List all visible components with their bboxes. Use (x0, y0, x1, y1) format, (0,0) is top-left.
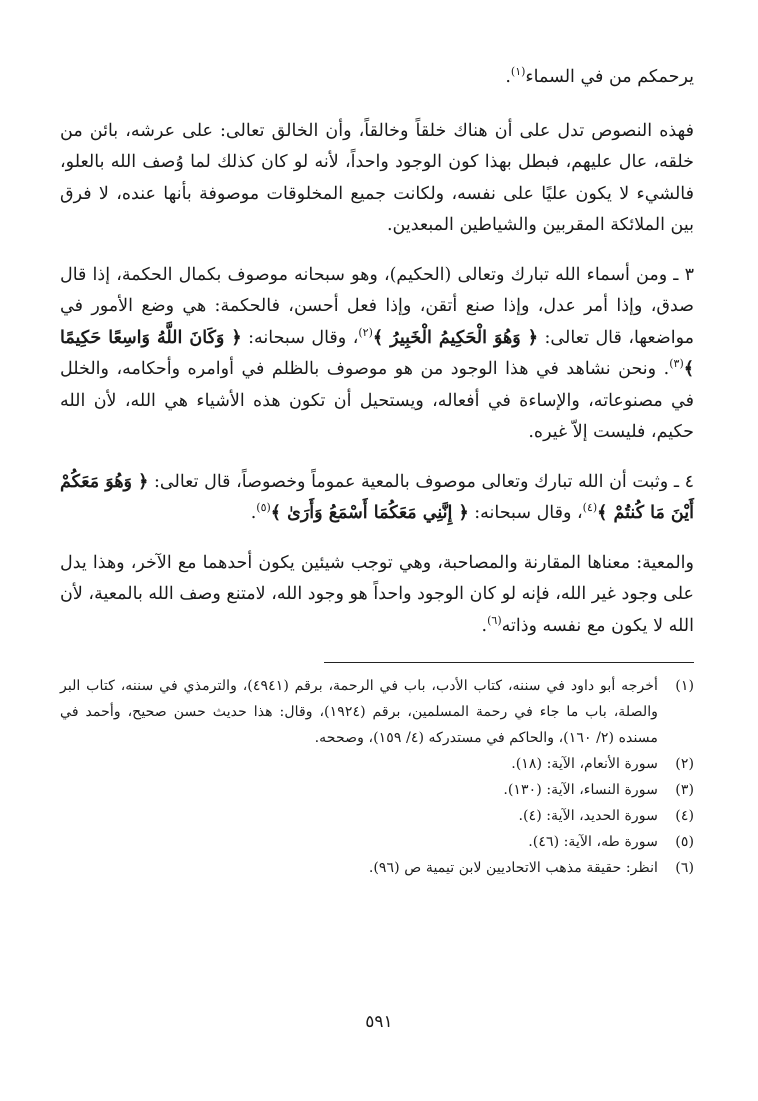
footnote-text: سورة الحديد، الآية: (٤). (518, 808, 658, 824)
footnotes (60, 673, 694, 881)
footnote-5 (60, 829, 694, 855)
footnote-ref[interactable]: (٥) (256, 501, 271, 515)
footnote-6 (60, 855, 694, 881)
footnote-number: (١) (675, 678, 694, 694)
paragraph-text: ٣ ـ ومن أسماء الله تبارك وتعالى (الحكيم)، وهو سبحانه موصوف بكمال الحكمة، إذا قال صدق، وإذا أمر عدل، وإذا صنع أتقن، وإذا فعل أحسن، فالحكمة: هي وضع الأمور في مواضعها، قال تعالى: (60, 264, 694, 348)
footnote-text: سورة النساء، الآية: (١٣٠). (503, 782, 658, 798)
footnote-ref[interactable]: (٢) (358, 325, 373, 339)
footnote-text: سورة طه، الآية: (٤٦). (528, 834, 658, 850)
quran-verse: ﴿ وَكَانَ اللَّهُ وَاسِعًا حَكِيمًا ﴾ (60, 327, 694, 379)
footnote-ref[interactable]: (٤) (582, 501, 598, 515)
paragraph-text: والمعية: معناها المقارنة والمصاحبة، وهي توجب شيئين يكون أحدهما مع الآخر، وهذا يدل على وجود غير الله، فإنه لو كان الوجود واحداً هو وجود الله، لامتنع وصف الله بالمعية، لأن الله لا يكون مع نفسه وذاته (60, 552, 694, 636)
footnote-3 (60, 777, 694, 803)
footnote-ref[interactable]: (١) (510, 65, 526, 79)
footnote-4 (60, 803, 694, 829)
paragraph-text: ، وقال سبحانه: (241, 327, 359, 348)
quran-verse: ﴿ وَهُوَ مَعَكُمْ أَيْنَ مَا كُنتُمْ ﴾ (60, 471, 694, 523)
quran-verse: ﴿ إِنَّنِي مَعَكُمَا أَسْمَعُ وَأَرَىٰ ﴾ (270, 503, 469, 523)
paragraph-text: ، وقال سبحانه: (468, 503, 583, 523)
footnote-2 (60, 751, 694, 777)
footnote-number: (٤) (675, 808, 694, 824)
footnote-text: أخرجه أبو داود في سننه، كتاب الأدب، باب في الرحمة، برقم (٤٩٤١)، والترمذي في سننه، كتاب البر والصلة، باب ما جاء في رحمة المسلمين، برقم (١٩٢٤)، وقال: هذا حديث حسن صحيح، وأحمد في مسنده (٢/ ١٦٠)، والحاكم في مستدركه (٤/ ١٥٩)، وصححه. (60, 678, 658, 746)
footnote-ref[interactable]: (٦) (487, 613, 502, 627)
paragraph-tail: . (481, 615, 488, 636)
paragraph-3 (60, 260, 694, 449)
paragraph-text: ٤ ـ وثبت أن الله تبارك وتعالى موصوف بالمعية عموماً وخصوصاً، قال تعالى: (148, 471, 694, 492)
footnote-ref[interactable]: (٣) (669, 357, 684, 371)
footnote-separator (324, 662, 694, 663)
footnote-text: انظر: حقيقة مذهب الاتحاديين لابن تيمية ص (٩٦). (368, 860, 658, 876)
footnote-number: (٢) (675, 756, 694, 772)
footnote-1 (60, 673, 694, 751)
paragraph-text: فهذه النصوص تدل على أن هناك خلقاً وخالقاً، وأن الخالق تعالى: على عرشه، بائن من خلقه، عال عليهم، فبطل بهذا كون الوجود واحداً، لأنه لو كان كذلك لما وُصف الله بالعلو، فالشيء لا يكون عليًا على نفسه، ولكانت جميع المخلوقات موصوفة بأنها عنده، لا فرق بين الملائكة المقربين والشياطين المبعدين. (60, 120, 694, 235)
footnote-number: (٦) (675, 860, 694, 876)
paragraph-tail: . (250, 503, 257, 523)
footnote-number: (٣) (675, 782, 694, 798)
paragraph-text: يرحمكم من في السماء (525, 67, 694, 87)
paragraph-4 (60, 467, 694, 530)
footnote-number: (٥) (675, 834, 694, 850)
quran-verse: ﴿ وَهُوَ الْحَكِيمُ الْخَبِيرُ ﴾ (372, 327, 539, 348)
paragraph-5 (60, 548, 694, 643)
paragraph-2 (60, 116, 694, 242)
paragraph-tail: . (505, 67, 511, 87)
paragraph-1 (60, 62, 694, 94)
paragraph-text: . ونحن نشاهد في هذا الوجود من هو موصوف بالظلم في أوامره وأحكامه، والخلل في مصنوعاته، والإساءة في أفعاله، ويستحيل أن تكون هذه الأشياء هي الله، لأن الله حكيم، فليست إلاّ غيره. (60, 359, 694, 442)
page-number: ٥٩١ (365, 1012, 393, 1032)
footnote-text: سورة الأنعام، الآية: (١٨). (511, 756, 658, 772)
